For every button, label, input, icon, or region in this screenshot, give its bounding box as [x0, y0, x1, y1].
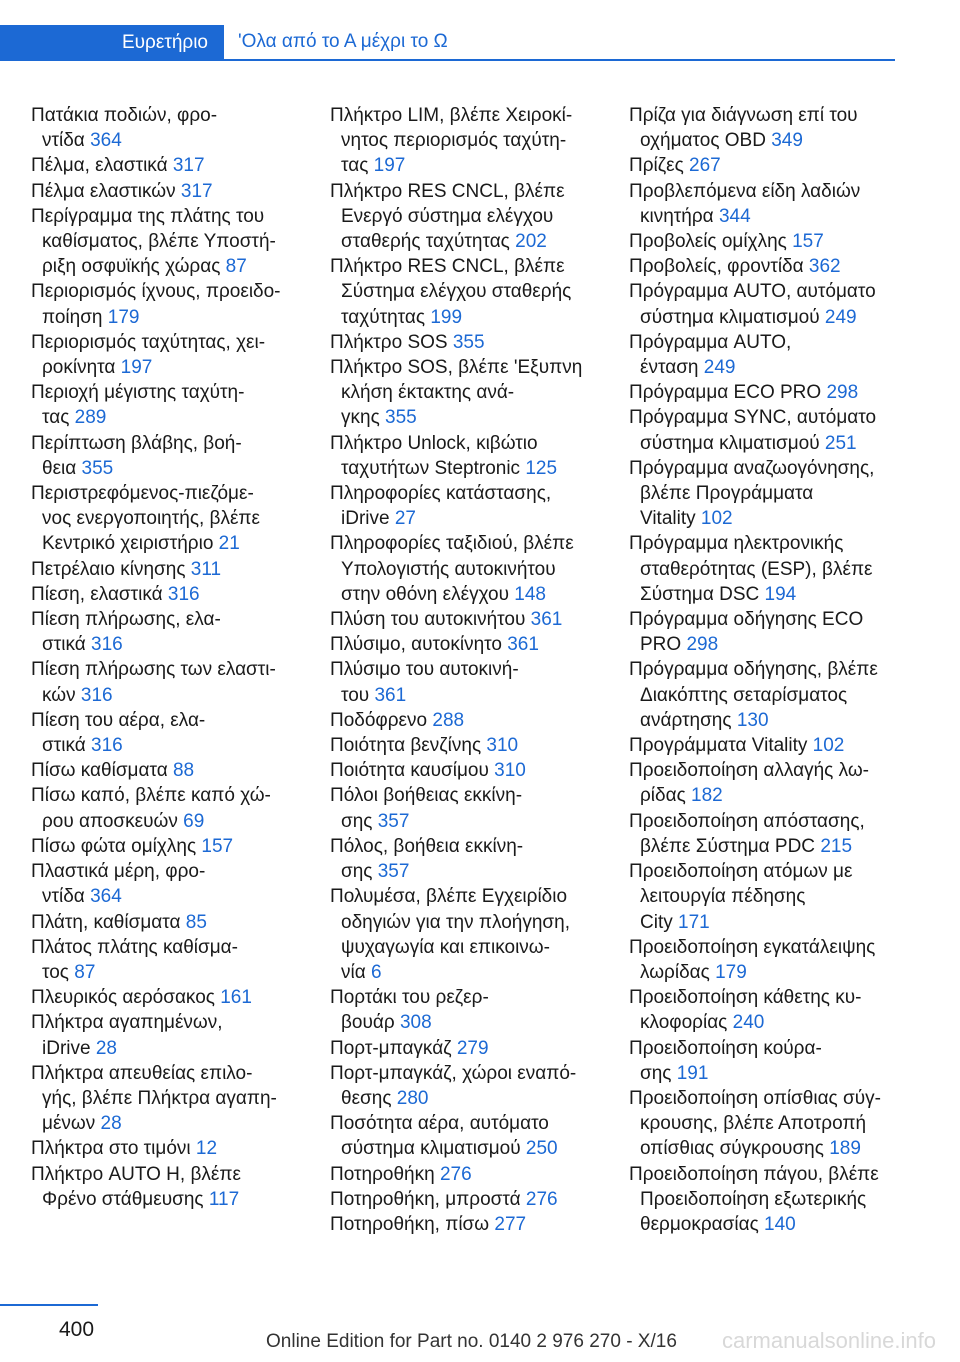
- index-entry: [31, 910, 301, 935]
- entry-text: Προειδοποίηση εξωτερικής: [640, 1188, 867, 1210]
- entry-text: Περιοχή μέγιστης ταχύτη‐: [31, 382, 245, 404]
- watermark: carmanualsonline.info: [721, 1328, 936, 1353]
- entry-text: Πρίζες: [629, 155, 684, 177]
- index-entry: [31, 380, 301, 430]
- index-entry: [330, 884, 600, 985]
- entry-text: Πλάτος πλάτης καθίσμα‐: [31, 936, 238, 958]
- page-link[interactable]: 249: [824, 306, 857, 328]
- page-link[interactable]: 199: [430, 306, 463, 328]
- entry-text: οδηγιών για την πλοήγηση,: [341, 911, 570, 933]
- page-link[interactable]: 157: [201, 835, 234, 857]
- index-entry: [330, 1061, 600, 1111]
- page-link[interactable]: 316: [91, 735, 123, 757]
- entry-text: ένταση: [640, 357, 699, 379]
- entry-text: κλοφορίας: [640, 1012, 728, 1034]
- page-link[interactable]: 125: [525, 457, 558, 479]
- entry-text: Πίσω καπό, βλέπε καπό χώ‐: [31, 785, 271, 807]
- page-link[interactable]: 194: [764, 583, 797, 605]
- index-entry: [330, 1036, 600, 1061]
- index-entry: [31, 607, 301, 657]
- entry-text: Πολυμέσα, βλέπε Εγχειρίδιο: [330, 886, 568, 908]
- entry-text: Πίεση του αέρα, ελα‐: [31, 709, 206, 731]
- index-entry: [629, 279, 899, 329]
- entry-text: λωρίδας: [640, 961, 710, 983]
- entry-text: Σύστημα DSC: [640, 583, 760, 605]
- footer-rule: [0, 1304, 98, 1306]
- entry-text: Περιορισμός ταχύτητας, χει‐: [31, 331, 266, 353]
- entry-text: Πετρέλαιο κίνησης: [31, 558, 186, 580]
- entry-text: κρουσης, βλέπε Αποτροπή: [640, 1113, 867, 1135]
- page-link[interactable]: 317: [172, 155, 205, 177]
- entry-text: Προειδοποίηση απόστασης,: [629, 810, 865, 832]
- entry-text: νητος περιορισμός ταχύτη‐: [341, 130, 567, 152]
- index-entry: [31, 859, 301, 909]
- entry-text: Ποτηροθήκη, πίσω: [330, 1213, 490, 1235]
- page-link[interactable]: 6: [371, 961, 382, 983]
- entry-text: Πρόγραμμα αναζωογόνησης,: [629, 457, 875, 479]
- entry-text: ντίδα: [42, 886, 85, 908]
- page-header: [0, 25, 895, 61]
- index-entry: [31, 1061, 301, 1137]
- entry-text: Πέλμα ελαστικών: [31, 180, 176, 202]
- entry-text: σταθερής ταχύτητας: [341, 231, 510, 253]
- entry-text: Πλήκτρο Unlock, κιβώτιο: [330, 432, 538, 454]
- entry-text: Προειδοποίηση κούρα‐: [629, 1037, 822, 1059]
- index-entry: [31, 330, 301, 380]
- page-link[interactable]: 308: [399, 1012, 432, 1034]
- index-entry: [31, 279, 301, 329]
- entry-text: iDrive: [42, 1037, 91, 1059]
- index-entry: [31, 657, 301, 707]
- index-entry: [330, 985, 600, 1035]
- entry-text: θερμοκρασίας: [640, 1213, 759, 1235]
- edition-note: Online Edition for Part no. 0140 2 976 270 - X/16: [266, 1331, 677, 1352]
- index-entry: [330, 607, 600, 632]
- page-link[interactable]: 157: [792, 231, 824, 253]
- index-entry: [629, 935, 899, 985]
- entry-text: ψυχαγωγία και επικοινω‐: [341, 936, 550, 958]
- index-entry: [31, 1162, 301, 1212]
- page-link[interactable]: 27: [394, 508, 416, 530]
- page-link[interactable]: 197: [373, 155, 406, 177]
- entry-text: Περίγραμμα της πλάτης του: [31, 205, 265, 227]
- entry-text: ποίηση: [42, 306, 103, 328]
- index-entry: [31, 179, 301, 204]
- entry-text: νία: [341, 961, 366, 983]
- entry-text: βουάρ: [341, 1012, 395, 1034]
- entry-text: Ποσότητα αέρα, αυτόματο: [330, 1113, 549, 1135]
- entry-text: Προειδοποίηση οπίσθιας σύγ‐: [629, 1087, 881, 1109]
- entry-text: ανάρτησης: [640, 709, 732, 731]
- page-link[interactable]: 364: [90, 886, 122, 908]
- page-link[interactable]: 85: [185, 911, 207, 933]
- index-entry: [629, 657, 899, 733]
- entry-text: Πορτάκι του ρεζερ‐: [330, 987, 489, 1009]
- page-link[interactable]: 182: [691, 785, 723, 807]
- page-link[interactable]: 280: [396, 1087, 429, 1109]
- entry-text: iDrive: [341, 508, 390, 530]
- entry-text: Πλήκτρο RES CNCL, βλέπε: [330, 256, 565, 278]
- entry-text: Υπολογιστής αυτοκινήτου: [341, 558, 556, 580]
- index-entry: [629, 1086, 899, 1162]
- page-link[interactable]: 289: [74, 407, 107, 429]
- page-link[interactable]: 88: [172, 760, 195, 782]
- page-link[interactable]: 355: [81, 457, 114, 479]
- entry-text: Ενεργό σύστημα ελέγχου: [341, 205, 554, 227]
- entry-text: Πλήκτρο RES CNCL, βλέπε: [330, 180, 565, 202]
- entry-text: γής, βλέπε Πλήκτρα αγαπη‐: [42, 1087, 277, 1109]
- entry-text: οπίσθιας σύγκρουσης: [640, 1138, 824, 1160]
- index-entry: [330, 330, 600, 355]
- entry-text: σης: [341, 861, 373, 883]
- section-tab[interactable]: Ευρετήριο: [0, 25, 224, 61]
- page-number: 400: [59, 1318, 95, 1341]
- index-entry: [629, 380, 899, 405]
- page-link[interactable]: 298: [686, 634, 719, 656]
- page-link[interactable]: 317: [180, 180, 213, 202]
- page-link[interactable]: 357: [377, 810, 410, 832]
- entry-text: Πόλοι βοήθειας εκκίνη‐: [330, 785, 523, 807]
- page-link[interactable]: 349: [771, 130, 803, 152]
- page-link[interactable]: 288: [432, 709, 465, 731]
- page-link[interactable]: 355: [385, 407, 417, 429]
- entry-text: Πλύση του αυτοκινήτου: [330, 609, 526, 631]
- entry-text: Πλήκτρα στο τιμόνι: [31, 1138, 191, 1160]
- index-entry: [330, 1162, 600, 1187]
- index-entry: [330, 783, 600, 833]
- entry-text: Διακόπτης σεταρίσματος: [640, 684, 848, 706]
- entry-text: μένων: [42, 1113, 96, 1135]
- page-link[interactable]: 362: [808, 256, 841, 278]
- page-link[interactable]: 279: [456, 1037, 489, 1059]
- entry-text: τος: [42, 961, 69, 983]
- index-entry: [330, 431, 600, 481]
- entry-text: ταχύτητας: [341, 306, 426, 328]
- index-entry: [31, 103, 301, 153]
- index-column-1: [31, 103, 301, 1212]
- entry-text: στην οθόνη ελέγχου: [341, 583, 509, 605]
- entry-text: Προειδοποίηση εγκατάλειψης: [629, 936, 876, 958]
- index-entry: [629, 859, 899, 935]
- entry-text: ταχυτήτων Steptronic: [341, 457, 521, 479]
- entry-text: Πρόγραμμα οδήγησης, βλέπε: [629, 659, 878, 681]
- page-link[interactable]: 267: [689, 155, 721, 177]
- index-entry: [629, 229, 899, 254]
- index-column-2: [330, 103, 600, 1237]
- entry-text: Πλευρικός αερόσακος: [31, 987, 215, 1009]
- index-entry: [330, 758, 600, 783]
- index-entry: [629, 733, 899, 758]
- index-entry: [31, 834, 301, 859]
- entry-text: City: [640, 911, 673, 933]
- entry-text: Πίεση, ελαστικά: [31, 583, 163, 605]
- page-link[interactable]: 240: [732, 1012, 765, 1034]
- index-entry: [629, 254, 899, 279]
- entry-text: Πρόγραμμα SYNC, αυτόματο: [629, 407, 877, 429]
- entry-text: Πρίζα για διάγνωση επί του: [629, 105, 858, 126]
- index-entry: [629, 607, 899, 657]
- entry-text: βλέπε Προγράμματα: [640, 483, 814, 505]
- index-entry: [31, 582, 301, 607]
- entry-text: Ποτηροθήκη: [330, 1163, 435, 1185]
- index-entry: [330, 834, 600, 884]
- index-entry: [330, 1212, 600, 1237]
- entry-text: Προβολείς, φροντίδα: [629, 256, 804, 278]
- index-column-3: [629, 103, 899, 1237]
- entry-text: Ποιότητα καυσίμου: [330, 760, 489, 782]
- entry-text: στικά: [42, 634, 86, 656]
- entry-text: Προειδοποίηση ατόμων με: [629, 861, 853, 883]
- index-entry: [31, 481, 301, 557]
- entry-text: Προγράμματα Vitality: [629, 735, 808, 757]
- index-entry: [629, 1162, 899, 1238]
- page-link[interactable]: 28: [95, 1037, 117, 1059]
- entry-text: Πλαστικά μέρη, φρο‐: [31, 861, 206, 883]
- page-link[interactable]: 361: [374, 684, 407, 706]
- entry-text: Vitality: [640, 508, 696, 530]
- index-entry: [330, 1187, 600, 1212]
- entry-text: Πλήκτρα αγαπημένων,: [31, 1012, 223, 1034]
- entry-text: Πλήκτρο SOS, βλέπε 'Εξυπνη: [330, 357, 583, 379]
- entry-text: ρου αποσκευών: [42, 810, 178, 832]
- page-link[interactable]: 87: [225, 256, 247, 278]
- page-link[interactable]: 130: [736, 709, 769, 731]
- entry-text: στικά: [42, 735, 86, 757]
- entry-text: Πρόγραμμα ECO PRO: [629, 382, 822, 404]
- page-link[interactable]: 179: [107, 306, 140, 328]
- page-link[interactable]: 12: [195, 1138, 218, 1160]
- page-link[interactable]: 298: [826, 382, 859, 404]
- entry-text: τας: [341, 155, 369, 177]
- entry-text: Πίσω φώτα ομίχλης: [31, 835, 197, 857]
- index-entry: [330, 531, 600, 607]
- entry-text: Πέλμα, ελαστικά: [31, 155, 168, 177]
- entry-text: θεσης: [341, 1087, 392, 1109]
- entry-text: Πρόγραμμα AUTO,: [629, 331, 792, 353]
- index-entry: [31, 1010, 301, 1060]
- entry-text: Πορτ-μπαγκάζ: [330, 1037, 452, 1059]
- entry-text: γκης: [341, 407, 380, 429]
- page-link[interactable]: 171: [678, 911, 710, 933]
- page-link[interactable]: 316: [167, 583, 200, 605]
- entry-text: σης: [640, 1062, 672, 1084]
- index-entry: [330, 632, 600, 657]
- index-entry: [330, 254, 600, 330]
- entry-text: καθίσματος, βλέπε Υποστή‐: [42, 231, 276, 253]
- page-link[interactable]: 87: [74, 961, 96, 983]
- index-entry: [629, 758, 899, 808]
- index-entry: [330, 481, 600, 531]
- index-entry: [629, 330, 899, 380]
- page-link[interactable]: 179: [715, 961, 747, 983]
- page-link[interactable]: 316: [91, 634, 123, 656]
- index-entry: [31, 557, 301, 582]
- page-link[interactable]: 364: [90, 130, 122, 152]
- entry-text: Πλήκτρο SOS: [330, 331, 448, 353]
- page-link[interactable]: 277: [494, 1213, 527, 1235]
- entry-text: Πατάκια ποδιών, φρο‐: [31, 105, 218, 126]
- entry-text: βλέπε Σύστημα PDC: [640, 835, 816, 857]
- index-entry: [330, 1111, 600, 1161]
- entry-text: ντίδα: [42, 130, 85, 152]
- entry-text: οχήματος OBD: [640, 130, 766, 152]
- page-link[interactable]: 355: [452, 331, 485, 353]
- entry-text: Προειδοποίηση αλλαγής λω‐: [629, 760, 869, 782]
- index-entry: [31, 153, 301, 178]
- entry-text: Πορτ-μπαγκάζ, χώροι εναπό‐: [330, 1062, 577, 1084]
- entry-text: Σύστημα ελέγχου σταθερής: [341, 281, 572, 303]
- entry-text: ριξη οσφυϊκής χώρας: [42, 256, 221, 278]
- page-link[interactable]: 21: [218, 533, 240, 555]
- index-entry: [31, 758, 301, 783]
- entry-text: σύστημα κλιματισμού: [640, 432, 820, 454]
- page-link[interactable]: 361: [507, 634, 539, 656]
- entry-text: θεια: [42, 457, 77, 479]
- entry-text: σης: [341, 810, 373, 832]
- index-entry: [629, 985, 899, 1035]
- page-link[interactable]: 161: [220, 987, 252, 1009]
- entry-text: Πλύσιμο του αυτοκινή‐: [330, 659, 519, 681]
- entry-text: Κεντρικό χειριστήριο: [42, 533, 214, 555]
- index-entry: [31, 935, 301, 985]
- entry-text: σύστημα κλιματισμού: [341, 1138, 521, 1160]
- page-link[interactable]: 189: [829, 1138, 861, 1160]
- index-entry: [330, 179, 600, 255]
- index-entry: [629, 1036, 899, 1086]
- entry-text: PRO: [640, 634, 682, 656]
- index-entry: [330, 657, 600, 707]
- entry-text: λειτουργία πέδησης: [640, 886, 806, 908]
- page-link[interactable]: 69: [183, 810, 205, 832]
- page-link[interactable]: 357: [377, 861, 410, 883]
- page-link[interactable]: 202: [515, 231, 547, 253]
- entry-text: Ποτηροθήκη, μπροστά: [330, 1188, 521, 1210]
- entry-text: Πλήκτρα απευθείας επιλο‐: [31, 1062, 253, 1084]
- entry-text: Πίσω καθίσματα: [31, 760, 168, 782]
- entry-text: Πίεση πλήρωσης των ελαστι‐: [31, 659, 276, 681]
- page-link[interactable]: 102: [812, 735, 845, 757]
- entry-text: Φρένο στάθμευσης: [42, 1188, 204, 1210]
- page-link[interactable]: 250: [525, 1138, 558, 1160]
- page-link[interactable]: 251: [824, 432, 857, 454]
- index-entry: [629, 103, 899, 153]
- page-link[interactable]: 140: [764, 1213, 796, 1235]
- entry-text: Πίεση πλήρωσης, ελα‐: [31, 609, 221, 631]
- entry-text: Πλύσιμο, αυτοκίνητο: [330, 634, 502, 656]
- entry-text: του: [341, 684, 370, 706]
- index-entry: [629, 531, 899, 607]
- entry-text: Προειδοποίηση πάγου, βλέπε: [629, 1163, 879, 1185]
- entry-text: Πρόγραμμα AUTO, αυτόματο: [629, 281, 876, 303]
- entry-text: Περιορισμός ίχνους, προειδο‐: [31, 281, 281, 303]
- index-entry: [31, 708, 301, 758]
- entry-text: Πληροφορίες κατάστασης,: [330, 483, 552, 505]
- entry-text: Πόλος, βοήθεια εκκίνη‐: [330, 835, 524, 857]
- entry-text: Περίπτωση βλάβης, βοή‐: [31, 432, 242, 454]
- page-link[interactable]: 117: [208, 1188, 240, 1210]
- entry-text: Πρόγραμμα οδήγησης ECO: [629, 609, 864, 631]
- entry-text: ρίδας: [640, 785, 686, 807]
- page-link[interactable]: 197: [120, 357, 153, 379]
- index-entry: [629, 179, 899, 229]
- page-link[interactable]: 316: [80, 684, 113, 706]
- entry-text: Προβλεπόμενα είδη λαδιών: [629, 180, 861, 202]
- page-link[interactable]: 310: [494, 760, 526, 782]
- index-entry: [31, 783, 301, 833]
- page-link[interactable]: 28: [100, 1113, 122, 1135]
- page-link[interactable]: 148: [514, 583, 546, 605]
- entry-text: νος ενεργοποιητής, βλέπε: [42, 508, 261, 530]
- entry-text: Προειδοποίηση κάθετης κυ‐: [629, 987, 862, 1009]
- entry-text: Ποιότητα βενζίνης: [330, 735, 482, 757]
- index-entry: [629, 405, 899, 455]
- entry-text: τας: [42, 407, 70, 429]
- index-entry: [330, 708, 600, 733]
- page-link[interactable]: 361: [530, 609, 563, 631]
- entry-text: ροκίνητα: [42, 357, 116, 379]
- index-entry: [31, 985, 301, 1010]
- entry-text: Περιστρεφόμενος-πιεζόμε‐: [31, 483, 254, 505]
- entry-text: Πλήκτρο AUTO H, βλέπε: [31, 1163, 241, 1185]
- index-entry: [629, 809, 899, 859]
- entry-text: κινητήρα: [640, 205, 714, 227]
- page-link[interactable]: 215: [820, 835, 853, 857]
- entry-text: Ποδόφρενο: [330, 709, 428, 731]
- page-link[interactable]: 191: [676, 1062, 709, 1084]
- entry-text: Πρόγραμμα ηλεκτρονικής: [629, 533, 844, 555]
- entry-text: Πλήκτρο LIM, βλέπε Χειροκί‐: [330, 105, 573, 126]
- page-link[interactable]: 276: [439, 1163, 472, 1185]
- entry-text: κλήση έκτακτης ανά‐: [341, 382, 515, 404]
- index-entry: [31, 1136, 301, 1161]
- page-link[interactable]: 249: [703, 357, 736, 379]
- entry-text: Προβολείς ομίχλης: [629, 231, 787, 253]
- page-link[interactable]: 102: [700, 508, 733, 530]
- index-entry: [629, 456, 899, 532]
- page-link[interactable]: 276: [525, 1188, 558, 1210]
- page-link[interactable]: 310: [486, 735, 519, 757]
- index-entry: [629, 153, 899, 178]
- entry-text: σύστημα κλιματισμού: [640, 306, 820, 328]
- index-entry: [31, 431, 301, 481]
- subsection-tab[interactable]: 'Ολα από το Α μέχρι το Ω: [224, 25, 895, 61]
- page-link[interactable]: 311: [190, 558, 222, 580]
- index-entry: [31, 204, 301, 280]
- index-entry: [330, 733, 600, 758]
- entry-text: κών: [42, 684, 76, 706]
- page-link[interactable]: 344: [718, 205, 751, 227]
- entry-text: Πλάτη, καθίσματα: [31, 911, 181, 933]
- entry-text: σταθερότητας (ESP), βλέπε: [640, 558, 873, 580]
- index-entry: [330, 103, 600, 179]
- index-entry: [330, 355, 600, 431]
- entry-text: Πληροφορίες ταξιδιού, βλέπε: [330, 533, 574, 555]
